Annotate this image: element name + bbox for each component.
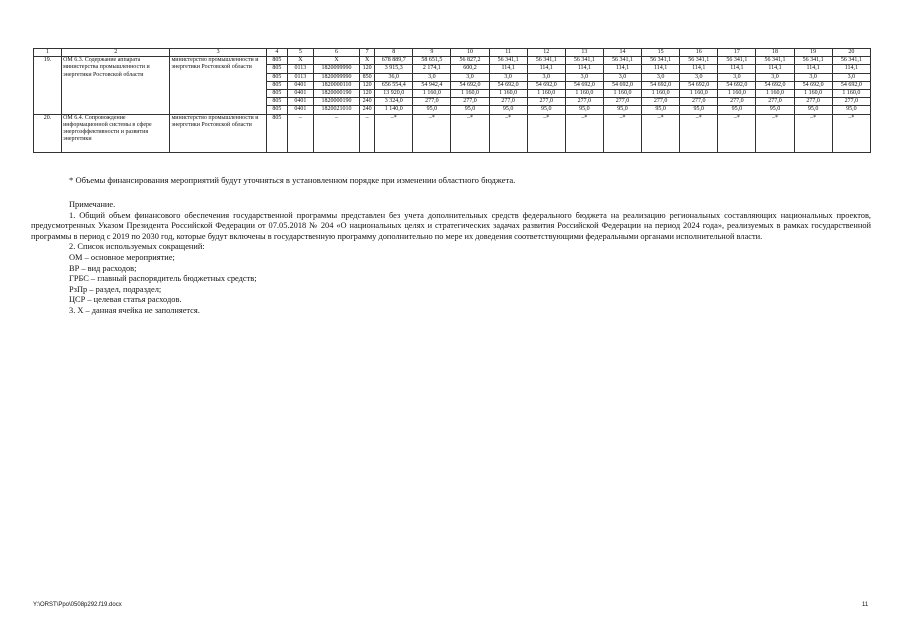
table-cell: 0401 (287, 106, 313, 114)
table-cell: 805 (266, 106, 287, 114)
table-cell: 3,0 (565, 73, 603, 81)
table-cell: – (287, 114, 313, 152)
table-cell: 1 160,0 (413, 90, 451, 98)
header-cell: 17 (718, 49, 756, 57)
table-cell: 56 341,1 (680, 57, 718, 65)
table-cell: –* (680, 114, 718, 152)
table-cell: –* (832, 114, 870, 152)
table-cell: 95,0 (756, 106, 794, 114)
table-cell: 114,1 (565, 65, 603, 73)
table-cell: 277,0 (413, 98, 451, 106)
table-cell: 3,0 (489, 73, 527, 81)
table-cell: 56 341,1 (756, 57, 794, 65)
table-cell: –* (603, 114, 641, 152)
activity-name: ОМ 6.4. Сопровождение информационной системы в сфере энергоэффективности и развития энергетики (62, 114, 170, 152)
budget-table (33, 48, 871, 153)
table-cell: 36,0 (375, 73, 413, 81)
table-cell: 805 (266, 90, 287, 98)
table-cell: 277,0 (565, 98, 603, 106)
table-cell: –* (756, 114, 794, 152)
table-cell: 277,0 (718, 98, 756, 106)
table-cell: 56 827,2 (451, 57, 489, 65)
table-cell: 114,1 (718, 65, 756, 73)
table-cell: 1 160,0 (603, 90, 641, 98)
table-cell: 0113 (287, 73, 313, 81)
footnote: * Объемы финансирования мероприятий будут уточняться в установленном порядке при изменении областного бюджета. (69, 175, 516, 185)
table-cell: 1 160,0 (718, 90, 756, 98)
table-cell: –* (527, 114, 565, 152)
table-cell: 3,0 (527, 73, 565, 81)
table-cell: 3 324,0 (375, 98, 413, 106)
table-cell: 1 160,0 (794, 90, 832, 98)
notes-section (31, 200, 871, 317)
header-cell: 2 (62, 49, 170, 57)
table-cell: 3 915,3 (375, 65, 413, 73)
table-cell: 1820000190 (313, 98, 359, 106)
table-cell: 1 160,0 (565, 90, 603, 98)
table-cell: –* (642, 114, 680, 152)
table-cell: 1 140,0 (375, 106, 413, 114)
table-cell: – (313, 114, 359, 152)
table-cell: 1820000190 (313, 90, 359, 98)
table-cell: 54 692,0 (565, 81, 603, 89)
table-cell: Х (313, 57, 359, 65)
abbr-rzpr: РзПр – раздел, подраздел; (69, 284, 162, 294)
table-cell: 1820021010 (313, 106, 359, 114)
note-paragraph-1: 1. Общий объем финансового обеспечения государственной программы представлен без учета дополнительных средств федерального бюджета на реализацию региональных составляющих национальных проектов, предусмотренных Указом Президента Российской Федерации от 07.05.2018 № 204 «О национальных целях и стратегических задачах развития Российской Федерации на период 2024 года», реализуемых в рамках государственной программы в период с 2019 по 2030 год, которые будут включены в государственную программу дополнительно по мере их доведения соответствующими федеральными органами исполнительной власти. (31, 210, 871, 241)
header-cell: 15 (642, 49, 680, 57)
table-cell: –* (565, 114, 603, 152)
notes-title: Примечание. (69, 200, 116, 209)
table-cell: 54 692,0 (451, 81, 489, 89)
table-cell: 277,0 (642, 98, 680, 106)
table-cell: 95,0 (794, 106, 832, 114)
table-cell: 114,1 (642, 65, 680, 73)
table-cell: –* (794, 114, 832, 152)
table-cell: 3,0 (603, 73, 641, 81)
table-cell: 277,0 (527, 98, 565, 106)
table-cell: 1 160,0 (642, 90, 680, 98)
table-cell: 1 160,0 (756, 90, 794, 98)
table-row (34, 114, 871, 152)
table-cell: 95,0 (680, 106, 718, 114)
header-cell: 19 (794, 49, 832, 57)
table-cell: 114,1 (756, 65, 794, 73)
footer-file-path: Y:\ORST\Ppo\0508p292.f19.docx (33, 602, 122, 608)
table-cell: 54 942,4 (413, 81, 451, 89)
executor-name: министерство промышленности и энергетики Ростовской области (170, 114, 266, 152)
table-cell: 240 (360, 106, 375, 114)
table-cell: 54 692,0 (718, 81, 756, 89)
header-cell: 6 (313, 49, 359, 57)
table-cell: 1820000110 (313, 81, 359, 89)
table-cell: 277,0 (603, 98, 641, 106)
table-cell: 54 692,0 (642, 81, 680, 89)
table-cell: 277,0 (832, 98, 870, 106)
table-cell: 805 (266, 98, 287, 106)
table-cell: 0113 (287, 65, 313, 73)
table-cell: 805 (266, 65, 287, 73)
table-cell: 95,0 (642, 106, 680, 114)
table-cell: 120 (360, 90, 375, 98)
abbr-om: ОМ – основное мероприятие; (69, 252, 175, 262)
table-cell: 0401 (287, 90, 313, 98)
table-cell: 3,0 (680, 73, 718, 81)
table-cell: 114,1 (527, 65, 565, 73)
table-cell: 1 160,0 (832, 90, 870, 98)
table-cell: 277,0 (794, 98, 832, 106)
table-cell: 56 341,1 (527, 57, 565, 65)
table-cell: 54 692,0 (527, 81, 565, 89)
table-header-row (34, 49, 871, 57)
table-cell: 54 692,0 (489, 81, 527, 89)
table-cell: 1 160,0 (680, 90, 718, 98)
table-cell: 3,0 (718, 73, 756, 81)
table-cell: 95,0 (832, 106, 870, 114)
table-cell: 54 692,0 (603, 81, 641, 89)
table-cell: 54 692,0 (680, 81, 718, 89)
table-cell: – (360, 114, 375, 152)
table-cell: 3,0 (794, 73, 832, 81)
table-cell: 120 (360, 81, 375, 89)
table-cell: 95,0 (718, 106, 756, 114)
table-cell: 56 341,1 (832, 57, 870, 65)
activity-name: ОМ 6.3. Содержание аппарата министерства промышленности и энергетики Ростовской области (62, 57, 170, 114)
table-cell: 56 341,1 (794, 57, 832, 65)
table-row (34, 57, 871, 65)
table-cell: 277,0 (489, 98, 527, 106)
table-cell: 805 (266, 73, 287, 81)
header-cell: 4 (266, 49, 287, 57)
table-cell: 95,0 (413, 106, 451, 114)
table-cell: 805 (266, 57, 287, 65)
table-cell: 656 554,4 (375, 81, 413, 89)
executor-name: министерство промышленности и энергетики Ростовской области (170, 57, 266, 114)
table-cell: Х (360, 57, 375, 65)
table-cell: 54 692,0 (832, 81, 870, 89)
table-cell: 0401 (287, 81, 313, 89)
table-cell: –* (413, 114, 451, 152)
table-cell: 0401 (287, 98, 313, 106)
table-cell: 1820099990 (313, 65, 359, 73)
table-cell: 3,0 (832, 73, 870, 81)
table-cell: –* (375, 114, 413, 152)
table-cell: 240 (360, 98, 375, 106)
header-cell: 20 (832, 49, 870, 57)
table-cell: 3,0 (642, 73, 680, 81)
note-paragraph-3: 3. Х – данная ячейка не заполняется. (69, 305, 200, 315)
abbr-vr: ВР – вид расходов; (69, 263, 137, 273)
table-cell: 1 160,0 (527, 90, 565, 98)
table-cell: 3,0 (451, 73, 489, 81)
table-cell: 114,1 (489, 65, 527, 73)
table-cell: 3,0 (413, 73, 451, 81)
table-cell: 277,0 (680, 98, 718, 106)
table-cell: 114,1 (603, 65, 641, 73)
table-cell: 1 160,0 (451, 90, 489, 98)
table-cell: 114,1 (680, 65, 718, 73)
table-cell: 95,0 (489, 106, 527, 114)
header-cell: 9 (413, 49, 451, 57)
table-cell: 56 341,1 (603, 57, 641, 65)
table-cell: 54 692,0 (756, 81, 794, 89)
table-cell: 58 651,5 (413, 57, 451, 65)
header-cell: 10 (451, 49, 489, 57)
table-cell: –* (489, 114, 527, 152)
table-cell: 277,0 (451, 98, 489, 106)
table-cell: Х (287, 57, 313, 65)
table-cell: 1 160,0 (489, 90, 527, 98)
table-cell: 2 174,1 (413, 65, 451, 73)
table-cell: 13 920,0 (375, 90, 413, 98)
table-cell: 56 341,1 (565, 57, 603, 65)
header-cell: 14 (603, 49, 641, 57)
abbr-csr: ЦСР – целевая статья расходов. (69, 295, 182, 305)
table-cell: –* (451, 114, 489, 152)
table-cell: 120 (360, 65, 375, 73)
table-cell: 600,2 (451, 65, 489, 73)
table-cell: 114,1 (832, 65, 870, 73)
header-cell: 5 (287, 49, 313, 57)
header-cell: 11 (489, 49, 527, 57)
note-paragraph-2: 2. Список используемых сокращений: (69, 242, 205, 252)
header-cell: 13 (565, 49, 603, 57)
table-cell: 3,0 (756, 73, 794, 81)
abbr-grbs: ГРБС – главный распорядитель бюджетных средств; (69, 274, 257, 284)
table-cell: 54 692,0 (794, 81, 832, 89)
table-cell: 56 341,1 (718, 57, 756, 65)
header-cell: 3 (170, 49, 266, 57)
table-cell: 95,0 (451, 106, 489, 114)
header-cell: 8 (375, 49, 413, 57)
table-cell: 95,0 (565, 106, 603, 114)
table-cell: 805 (266, 81, 287, 89)
table-cell: 56 341,1 (489, 57, 527, 65)
table-cell: 1820099990 (313, 73, 359, 81)
header-cell: 1 (34, 49, 62, 57)
table-cell: 114,1 (794, 65, 832, 73)
header-cell: 18 (756, 49, 794, 57)
header-cell: 7 (360, 49, 375, 57)
table-cell: 95,0 (603, 106, 641, 114)
table-cell: 678 889,7 (375, 57, 413, 65)
footer-page-number: 11 (862, 602, 869, 608)
table-cell: 95,0 (527, 106, 565, 114)
table-cell: 277,0 (756, 98, 794, 106)
header-cell: 12 (527, 49, 565, 57)
table-cell: 805 (266, 114, 287, 152)
table-cell: 850 (360, 73, 375, 81)
row-number: 20. (34, 114, 62, 152)
row-number: 19. (34, 57, 62, 114)
table-cell: 56 341,1 (642, 57, 680, 65)
table-cell: –* (718, 114, 756, 152)
header-cell: 16 (680, 49, 718, 57)
